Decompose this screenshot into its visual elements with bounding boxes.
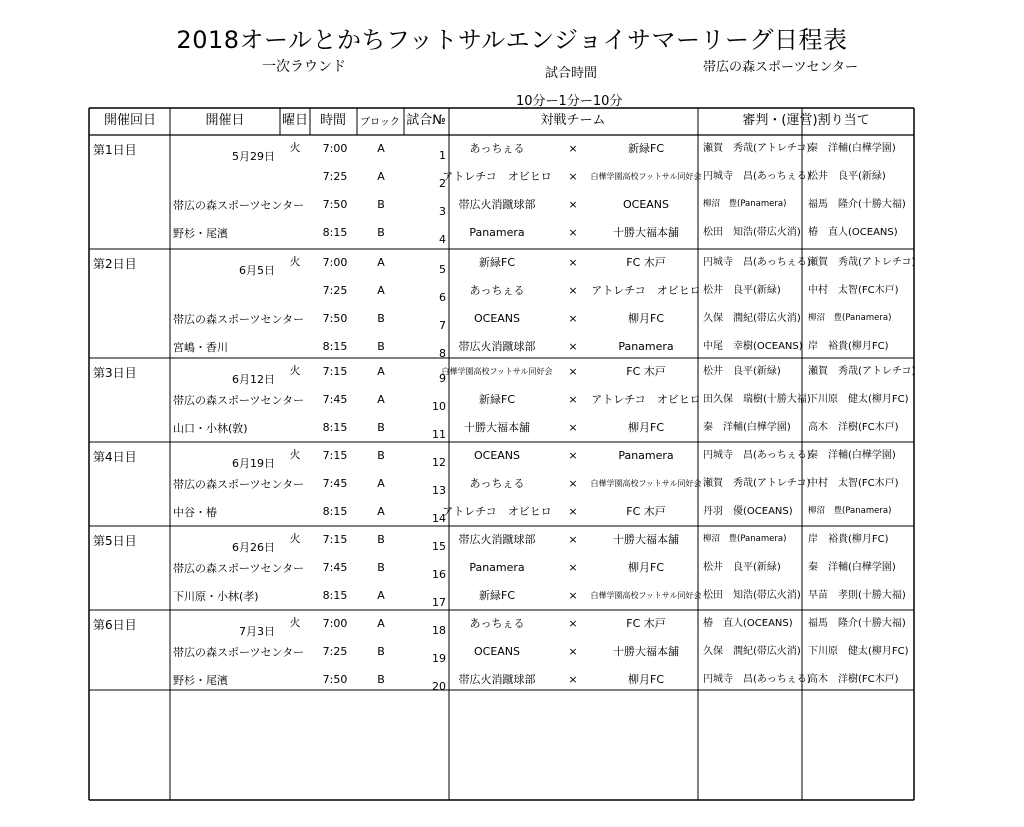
match-number: 18 [432,624,446,637]
day-weekday: 火 [289,364,301,377]
vs-mark: × [568,142,578,155]
match-number: 2 [439,177,446,190]
home-team: アトレチコ オビヒロ [442,505,552,518]
match-number: 13 [432,484,446,497]
referee-1: 久保 潤紀(帯広火消) [703,313,801,324]
match-block: A [377,589,385,602]
home-team: Panamera [469,561,525,574]
day-date: 7月3日 [239,625,275,638]
match-block: A [377,477,385,490]
home-team: 新緑FC [478,256,516,269]
referee-1: 瀬賀 秀哉(アトレチコ) [703,143,811,154]
vs-mark: × [568,673,578,686]
away-team: 十勝大福本舗 [613,533,679,546]
away-team: 柳月FC [627,561,665,574]
vs-mark: × [568,533,578,546]
referee-2: 柳沼 豊(Panamera) [808,313,892,323]
away-team: 十勝大福本舗 [613,226,679,239]
match-time: 7:00 [322,617,348,630]
referee-2: 下川原 健太(柳月FC) [808,646,909,657]
match-number: 19 [432,652,446,665]
match-block: A [377,365,385,378]
day-venue: 帯広の森スポーツセンター [173,478,305,491]
vs-mark: × [568,365,578,378]
referee-2: 秦 洋輔(白樺学園) [808,562,896,573]
referee-2: 高木 洋樹(FC木戸) [808,674,899,685]
vs-mark: × [568,340,578,353]
home-team: あっちぇる [469,284,525,297]
referee-1: 中尾 幸樹(OCEANS) [703,341,803,352]
home-team: 帯広火消蹴球部 [458,673,536,686]
match-number: 7 [439,319,446,332]
referee-2: 中村 太智(FC木戸) [808,285,899,296]
match-number: 14 [432,512,446,525]
vs-mark: × [568,170,578,183]
referee-1: 秦 洋輔(白樺学園) [703,422,791,433]
vs-mark: × [568,284,578,297]
away-team: FC 木戸 [626,365,666,378]
home-team: 新緑FC [478,589,516,602]
day-date: 6月12日 [232,373,275,386]
day-weekday: 火 [289,255,301,268]
referee-1: 柳沼 豊(Panamera) [703,199,787,209]
away-team: 十勝大福本舗 [613,645,679,658]
home-team: あっちぇる [469,142,525,155]
match-time: 7:50 [322,198,348,211]
away-team: FC 木戸 [626,256,666,269]
match-number: 5 [439,263,446,276]
referee-2: 瀬賀 秀哉(アトレチコ) [808,366,916,377]
referee-2: 早苗 孝則(十勝大福) [808,590,906,601]
referee-1: 円城寺 昌(あっちぇる) [703,171,811,182]
referee-2: 福馬 隆介(十勝大福) [808,618,906,629]
referee-2: 柳沼 豊(Panamera) [808,506,892,516]
match-block: B [377,645,385,658]
away-team: 柳月FC [627,673,665,686]
match-time: 7:15 [322,365,348,378]
match-number: 11 [432,428,446,441]
day-label: 第1日目 [93,143,137,157]
home-team: 帯広火消蹴球部 [458,533,536,546]
away-team: アトレチコ オビヒロ [591,393,701,406]
match-time: 8:15 [322,505,348,518]
away-team: OCEANS [622,198,670,211]
day-venue: 帯広の森スポーツセンター [173,394,305,407]
match-block: B [377,198,385,211]
vs-mark: × [568,589,578,602]
referee-2: 中村 太智(FC木戸) [808,478,899,489]
away-team: アトレチコ オビヒロ [591,284,701,297]
away-team: Panamera [618,340,674,353]
away-team: 白樺学園高校フットサル同好会 [590,172,702,181]
home-team: OCEANS [473,449,521,462]
referee-2: 松井 良平(新緑) [808,171,886,182]
match-time: 7:00 [322,142,348,155]
match-number: 12 [432,456,446,469]
referee-2: 秦 洋輔(白樺学園) [808,450,896,461]
match-time: 7:45 [322,393,348,406]
match-time: 7:50 [322,673,348,686]
vs-mark: × [568,226,578,239]
referee-1: 松井 良平(新緑) [703,366,781,377]
away-team: FC 木戸 [626,505,666,518]
home-team: OCEANS [473,312,521,325]
day-staff: 中谷・椿 [173,506,217,519]
away-team: Panamera [618,449,674,462]
away-team: 柳月FC [627,421,665,434]
referee-1: 柳沼 豊(Panamera) [703,534,787,544]
match-block: B [377,561,385,574]
home-team: OCEANS [473,645,521,658]
vs-mark: × [568,312,578,325]
vs-mark: × [568,449,578,462]
referee-2: 福馬 隆介(十勝大福) [808,199,906,210]
header-round: 開催回日 [103,113,157,128]
day-venue: 帯広の森スポーツセンター [173,562,305,575]
day-weekday: 火 [289,616,301,629]
referee-1: 松田 知浩(帯広火消) [703,227,801,238]
match-time: 7:15 [322,533,348,546]
vs-mark: × [568,421,578,434]
away-team: 白樺学園高校フットサル同好会 [590,591,702,600]
away-team: 柳月FC [627,312,665,325]
day-label: 第6日目 [93,618,137,632]
match-time: 8:15 [322,340,348,353]
day-venue: 帯広の森スポーツセンター [173,199,305,212]
referee-2: 岸 裕貴(柳月FC) [808,534,889,545]
referee-1: 丹羽 優(OCEANS) [703,506,793,517]
vs-mark: × [568,477,578,490]
match-time: 7:25 [322,645,348,658]
match-block: A [377,170,385,183]
home-team: 新緑FC [478,393,516,406]
day-label: 第2日目 [93,257,137,271]
referee-1: 円城寺 昌(あっちぇる) [703,257,811,268]
day-label: 第4日目 [93,450,137,464]
time-rule: 10分ー1分ー10分 [516,94,623,109]
home-team: Panamera [469,226,525,239]
match-block: B [377,449,385,462]
match-block: A [377,505,385,518]
match-time-label: 試合時間 [545,66,598,81]
match-time: 7:45 [322,477,348,490]
match-block: B [377,421,385,434]
header-match-no: 試合№ [406,113,446,128]
match-time: 7:25 [322,170,348,183]
day-venue: 帯広の森スポーツセンター [173,313,305,326]
day-weekday: 火 [289,448,301,461]
referee-1: 円城寺 昌(あっちぇる) [703,450,811,461]
header-time: 時間 [319,113,347,128]
match-number: 1 [439,149,446,162]
home-team: 十勝大福本舗 [464,421,530,434]
venue-label: 帯広の森スポーツセンター [703,60,858,75]
match-number: 9 [439,372,446,385]
referee-2: 椿 直人(OCEANS) [808,227,898,238]
match-block: A [377,617,385,630]
match-number: 3 [439,205,446,218]
away-team: 新緑FC [627,142,665,155]
vs-mark: × [568,393,578,406]
day-staff: 宮嶋・香川 [173,341,228,354]
day-weekday: 火 [289,141,301,154]
day-staff: 野杉・尾濱 [173,227,228,240]
match-number: 8 [439,347,446,360]
home-team: 帯広火消蹴球部 [458,340,536,353]
match-time: 8:15 [322,226,348,239]
match-time: 7:45 [322,561,348,574]
day-weekday: 火 [289,532,301,545]
vs-mark: × [568,617,578,630]
header-teams: 対戦チーム [540,113,606,128]
day-staff: 下川原・小林(孝) [173,590,259,603]
match-number: 15 [432,540,446,553]
match-block: B [377,312,385,325]
referee-1: 瀬賀 秀哉(アトレチコ) [703,478,811,489]
match-time: 7:50 [322,312,348,325]
vs-mark: × [568,198,578,211]
match-block: A [377,284,385,297]
day-staff: 野杉・尾濱 [173,674,228,687]
match-block: B [377,226,385,239]
match-number: 16 [432,568,446,581]
match-block: A [377,256,385,269]
page-title: 2018オールとかちフットサルエンジョイサマーリーグ日程表 [176,26,848,54]
referee-2: 秦 洋輔(白樺学園) [808,143,896,154]
round-label: 一次ラウンド [262,59,346,75]
referee-2: 瀬賀 秀哉(アトレチコ) [808,257,916,268]
referee-2: 高木 洋樹(FC木戸) [808,422,899,433]
referee-1: 椿 直人(OCEANS) [703,618,793,629]
match-number: 4 [439,233,446,246]
match-time: 8:15 [322,421,348,434]
match-time: 7:25 [322,284,348,297]
day-staff: 山口・小林(敦) [173,422,248,435]
match-number: 20 [432,680,446,693]
header-block: ブロック [360,117,400,128]
header-date: 開催日 [205,113,245,128]
match-block: A [377,142,385,155]
away-team: 白樺学園高校フットサル同好会 [590,479,702,488]
vs-mark: × [568,256,578,269]
day-date: 6月26日 [232,541,275,554]
header-referee: 審判・(運営)割り当て [742,113,870,128]
match-block: B [377,533,385,546]
vs-mark: × [568,561,578,574]
day-label: 第3日目 [93,366,137,380]
home-team: あっちぇる [469,477,525,490]
away-team: FC 木戸 [626,617,666,630]
match-number: 17 [432,596,446,609]
referee-1: 田久保 瑞樹(十勝大福) [703,394,811,405]
match-block: B [377,673,385,686]
header-weekday: 曜日 [281,113,309,128]
referee-1: 円城寺 昌(あっちぇる) [703,674,811,685]
vs-mark: × [568,645,578,658]
day-label: 第5日目 [93,534,137,548]
home-team: 帯広火消蹴球部 [458,198,536,211]
match-time: 7:15 [322,449,348,462]
day-venue: 帯広の森スポーツセンター [173,646,305,659]
referee-1: 松井 良平(新緑) [703,562,781,573]
referee-1: 久保 潤紀(帯広火消) [703,646,801,657]
match-number: 10 [432,400,446,413]
vs-mark: × [568,505,578,518]
match-number: 6 [439,291,446,304]
referee-1: 松井 良平(新緑) [703,285,781,296]
referee-2: 下川原 健太(柳月FC) [808,394,909,405]
match-time: 7:00 [322,256,348,269]
match-block: B [377,340,385,353]
referee-2: 岸 裕貴(柳月FC) [808,341,889,352]
home-team: 白樺学園高校フットサル同好会 [441,367,553,376]
day-date: 6月19日 [232,457,275,470]
match-time: 8:15 [322,589,348,602]
home-team: あっちぇる [469,617,525,630]
home-team: アトレチコ オビヒロ [442,170,552,183]
referee-1: 松田 知浩(帯広火消) [703,590,801,601]
day-date: 6月5日 [239,264,275,277]
match-block: A [377,393,385,406]
day-date: 5月29日 [232,150,275,163]
